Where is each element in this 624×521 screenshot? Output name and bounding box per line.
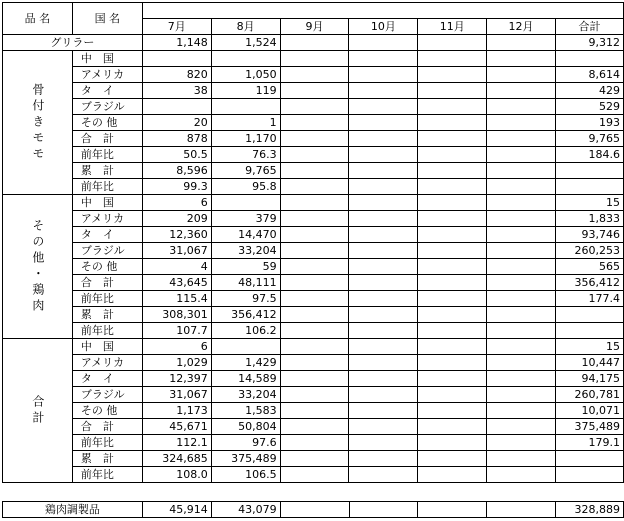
cell [280,163,349,179]
cell: 4 [142,259,211,275]
cell [418,467,487,483]
cell [349,147,418,163]
cell [280,307,349,323]
cell: 878 [142,131,211,147]
cell [349,435,418,451]
table-row [3,403,624,419]
cell: 324,685 [142,451,211,467]
category-label [3,339,73,483]
cell [280,502,349,518]
cell [349,163,418,179]
cell: 107.7 [142,323,211,339]
table-row [3,195,624,211]
cell: 115.4 [142,291,211,307]
cell [418,211,487,227]
cell [280,323,349,339]
cell [418,403,487,419]
cell: 12,397 [142,371,211,387]
cell [487,307,556,323]
cell [418,83,487,99]
cell [349,83,418,99]
cell [280,35,349,51]
category-label-text: その他・鶏肉 [30,218,45,315]
cell: 820 [142,67,211,83]
month-header: 7月 [142,19,211,35]
cell: 1,583 [211,403,280,419]
cell [211,51,280,67]
country-label: 前年比 [72,435,142,451]
month-header: 9月 [280,19,349,35]
cell: 20 [142,115,211,131]
cell: 45,914 [142,502,211,518]
cell: 308,301 [142,307,211,323]
cell [487,35,556,51]
cell: 95.8 [211,179,280,195]
cell [349,195,418,211]
cell: 1,148 [142,35,211,51]
cell [280,259,349,275]
cell [280,339,349,355]
cell [555,307,623,323]
country-label: 前年比 [72,323,142,339]
cell: 33,204 [211,387,280,403]
country-label: アメリカ [72,67,142,83]
cell: 15 [555,339,623,355]
cell: 97.5 [211,291,280,307]
cell [280,387,349,403]
cell: 50.5 [142,147,211,163]
cell: 48,111 [211,275,280,291]
cell: 119 [211,83,280,99]
cell [349,323,418,339]
cell [349,227,418,243]
cell [280,51,349,67]
cell: 99.3 [142,179,211,195]
cell: 94,175 [555,371,623,387]
cell [418,131,487,147]
cell [142,51,211,67]
cell [418,387,487,403]
cell [349,211,418,227]
cell [418,147,487,163]
table-row [3,371,624,387]
cell: 9,312 [555,35,623,51]
cell [487,339,556,355]
country-label: アメリカ [72,355,142,371]
cell [487,323,556,339]
processed-label: 鶏肉調製品 [3,502,143,518]
category-label-text: 骨付きモモ [30,82,45,163]
cell [418,371,487,387]
cell: 50,804 [211,419,280,435]
cell [487,227,556,243]
cell [349,35,418,51]
cell [487,147,556,163]
country-label: その 他 [72,115,142,131]
cell: 375,489 [211,451,280,467]
cell [280,435,349,451]
cell [487,371,556,387]
category-label [3,51,73,195]
country-label: 中 国 [72,195,142,211]
processed-table [2,501,624,518]
cell [487,355,556,371]
country-label: 合 計 [72,275,142,291]
cell: 356,412 [211,307,280,323]
cell: 6 [142,339,211,355]
cell [142,99,211,115]
country-label: 累 計 [72,451,142,467]
cell: 9,765 [555,131,623,147]
table-row [3,131,624,147]
table-row [3,323,624,339]
table-row [3,51,624,67]
cell [349,419,418,435]
cell [418,307,487,323]
table-row [3,99,624,115]
cell [349,51,418,67]
cell [487,115,556,131]
cell [418,179,487,195]
country-label: ブラジル [72,243,142,259]
cell [418,67,487,83]
cell: 209 [142,211,211,227]
cell: 529 [555,99,623,115]
table-row [3,355,624,371]
country-label: 合 計 [72,419,142,435]
cell [487,387,556,403]
country-label: 中 国 [72,339,142,355]
cell: 43,079 [211,502,280,518]
cell [349,502,418,518]
category-label [3,195,73,339]
cell: 8,614 [555,67,623,83]
cell [349,371,418,387]
cell: 1,173 [142,403,211,419]
cell [349,131,418,147]
cell [280,179,349,195]
cell [418,115,487,131]
cell [349,243,418,259]
cell [211,339,280,355]
cell: 15 [555,195,623,211]
table-row [3,227,624,243]
cell [487,51,556,67]
cell [487,195,556,211]
cell [280,83,349,99]
cell [487,467,556,483]
cell: 38 [142,83,211,99]
cell [487,211,556,227]
cell [280,243,349,259]
cell [349,387,418,403]
country-label: 累 計 [72,163,142,179]
cell [349,115,418,131]
cell [487,67,556,83]
cell: 1,170 [211,131,280,147]
cell: 112.1 [142,435,211,451]
grill-label: グリラー [3,35,143,51]
table-row [3,163,624,179]
cell [418,259,487,275]
product-header: 品 名 [3,3,73,35]
cell [555,51,623,67]
country-label: ブラジル [72,99,142,115]
cell [280,291,349,307]
cell: 379 [211,211,280,227]
cell [418,227,487,243]
country-label: タ イ [72,227,142,243]
cell: 33,204 [211,243,280,259]
month-header: 12月 [487,19,556,35]
table-row [3,387,624,403]
cell [349,259,418,275]
month-header: 10月 [349,19,418,35]
table-row [3,435,624,451]
cell: 1,833 [555,211,623,227]
cell [418,163,487,179]
cell [487,83,556,99]
table-row [3,83,624,99]
cell: 97.6 [211,435,280,451]
cell: 193 [555,115,623,131]
country-label: 中 国 [72,51,142,67]
cell: 45,671 [142,419,211,435]
cell: 59 [211,259,280,275]
table-row [3,147,624,163]
cell [280,115,349,131]
country-label: その 他 [72,403,142,419]
country-label: タ イ [72,83,142,99]
total-header: 合計 [555,19,623,35]
cell [487,419,556,435]
cell: 10,071 [555,403,623,419]
cell [349,275,418,291]
cell [349,467,418,483]
cell [349,451,418,467]
cell [280,131,349,147]
cell: 14,470 [211,227,280,243]
cell [418,195,487,211]
cell: 93,746 [555,227,623,243]
cell: 328,889 [555,502,623,518]
cell [349,403,418,419]
cell: 375,489 [555,419,623,435]
header-row-top [3,3,624,19]
cell [349,99,418,115]
country-label: 合 計 [72,131,142,147]
cell: 565 [555,259,623,275]
cell [487,291,556,307]
cell [487,243,556,259]
table-row [3,307,624,323]
cell [487,179,556,195]
cell [349,355,418,371]
cell [487,435,556,451]
cell [280,195,349,211]
country-label: 前年比 [72,467,142,483]
cell [418,419,487,435]
cell: 184.6 [555,147,623,163]
table-row [3,211,624,227]
processed-row [3,502,624,518]
table-row [3,467,624,483]
cell: 260,781 [555,387,623,403]
country-label: ブラジル [72,387,142,403]
cell [487,502,556,518]
cell [555,179,623,195]
table-row [3,291,624,307]
cell: 43,645 [142,275,211,291]
cell: 106.5 [211,467,280,483]
cell [418,502,487,518]
cell [418,355,487,371]
table-row [3,339,624,355]
cell: 260,253 [555,243,623,259]
cell: 14,589 [211,371,280,387]
cell [280,371,349,387]
cell: 1 [211,115,280,131]
cell [280,467,349,483]
cell [349,179,418,195]
cell [418,291,487,307]
country-label: タ イ [72,371,142,387]
cell [487,259,556,275]
cell: 106.2 [211,323,280,339]
cell [487,99,556,115]
cell [280,355,349,371]
table-row [3,243,624,259]
cell [418,435,487,451]
cell [487,275,556,291]
table-row [3,451,624,467]
cell [487,163,556,179]
cell [280,147,349,163]
table-row [3,275,624,291]
cell [280,451,349,467]
table-row [3,179,624,195]
cell: 12,360 [142,227,211,243]
country-label: 累 計 [72,307,142,323]
cell [349,67,418,83]
grill-row [3,35,624,51]
header-spacer [142,3,623,19]
cell [280,211,349,227]
cell: 31,067 [142,243,211,259]
cell [418,35,487,51]
table-row [3,115,624,131]
cell: 31,067 [142,387,211,403]
cell [418,51,487,67]
country-label: アメリカ [72,211,142,227]
cell [280,403,349,419]
cell: 177.4 [555,291,623,307]
cell [418,275,487,291]
table-row [3,67,624,83]
cell [418,451,487,467]
country-label: 前年比 [72,147,142,163]
cell [487,403,556,419]
table-row [3,259,624,275]
cell [418,243,487,259]
cell [280,99,349,115]
table-body [3,3,624,483]
cell: 1,029 [142,355,211,371]
cell: 1,050 [211,67,280,83]
cell: 356,412 [555,275,623,291]
country-header: 国 名 [72,3,142,35]
cell: 1,429 [211,355,280,371]
cell: 429 [555,83,623,99]
cell [280,227,349,243]
country-label: 前年比 [72,179,142,195]
cell [555,323,623,339]
cell: 1,524 [211,35,280,51]
cell: 108.0 [142,467,211,483]
cell [555,163,623,179]
month-header: 11月 [418,19,487,35]
cell [418,339,487,355]
cell [487,451,556,467]
cell [555,467,623,483]
cell: 179.1 [555,435,623,451]
month-header: 8月 [211,19,280,35]
cell [211,99,280,115]
cell [211,195,280,211]
country-label: 前年比 [72,291,142,307]
cell: 6 [142,195,211,211]
cell [418,323,487,339]
table-row [3,419,624,435]
cell: 9,765 [211,163,280,179]
cell [280,419,349,435]
cell: 76.3 [211,147,280,163]
cell [349,291,418,307]
cell [349,339,418,355]
cell [349,307,418,323]
import-table [2,2,624,483]
category-label-text: 合計 [30,394,45,427]
cell [418,99,487,115]
country-label: その 他 [72,259,142,275]
cell [280,275,349,291]
cell [280,67,349,83]
cell [555,451,623,467]
cell: 10,447 [555,355,623,371]
cell: 8,596 [142,163,211,179]
cell [487,131,556,147]
